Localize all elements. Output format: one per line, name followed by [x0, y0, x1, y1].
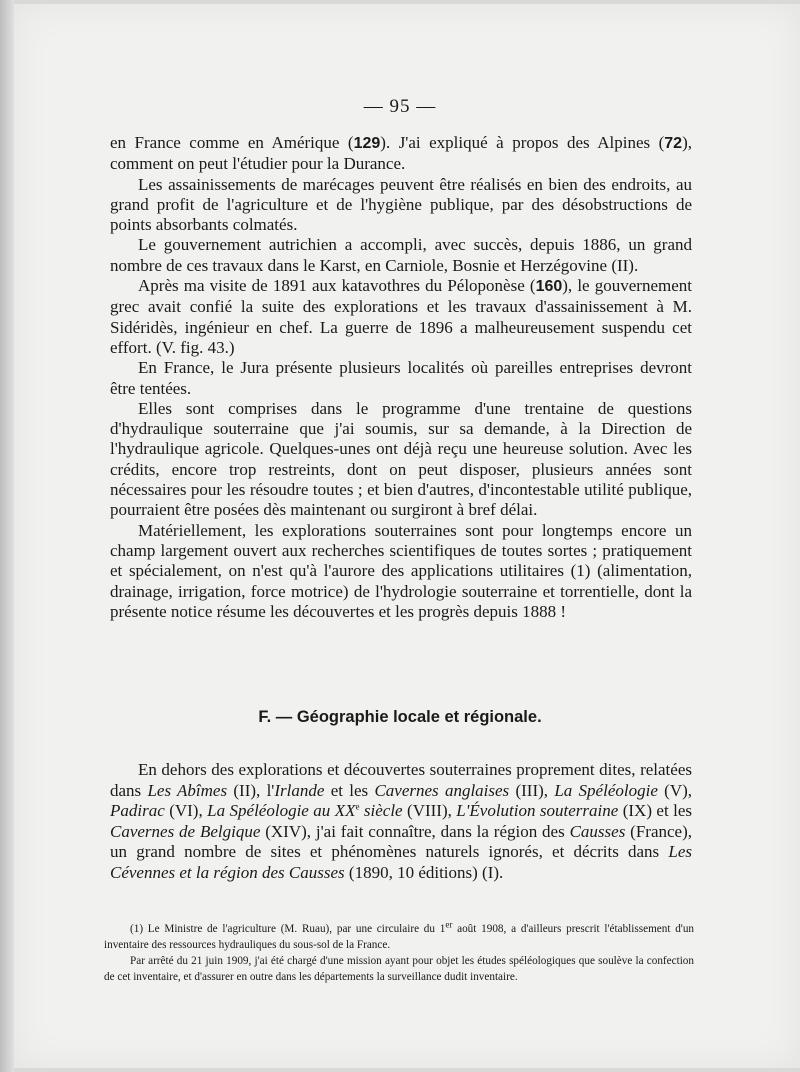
text-run: (1890, 10 éditions) (I).: [344, 862, 504, 882]
text-run: (IX) et les: [618, 801, 693, 820]
italic-text: La Spéléologie au XX: [207, 801, 356, 820]
paragraph: [110, 133, 692, 175]
text-run: (II), l': [227, 780, 275, 800]
italic-text: siècle: [359, 801, 403, 820]
text-run: (VIII),: [402, 801, 457, 820]
paragraph: [110, 399, 692, 521]
text-run: (III),: [509, 780, 555, 800]
italic-text: Les Cévennes et la région des Causses: [110, 842, 692, 882]
text-run: Les assainissements de marécages peuvent être réalisés en bien des endroits, au grand profit de l'agriculture et de l'hygiène publique, par des désobstructions de points absorbants colmatés.: [110, 174, 692, 235]
text-run: Elles sont comprises dans le programme d'une trentaine de questions d'hydraulique souterraine que j'ai soumis, sur sa demande, à la Direction de l'hydraulique agricole. Quelques-unes ont déjà reçu une heureuse solution. Avec les crédits, encore trop restreints, dont on peut disposer, plusieurs années sont nécessaires pour les résoudre toutes ; et bien d'autres, d'incontestable utilité publique, pourraient être posées dès maintenant ou surgiront à bref délai.: [110, 398, 692, 520]
footnotes: [104, 919, 695, 985]
footnote: [104, 954, 694, 985]
section-title: F. — Géographie locale et régionale.: [258, 708, 542, 726]
paragraph: [110, 358, 692, 399]
italic-text: Irlande: [274, 780, 325, 800]
paragraph: [110, 235, 692, 276]
reference-number: 160: [535, 278, 563, 296]
body-text: [110, 133, 692, 622]
text-run: Par arrêté du 21 juin 1909, j'ai été chargé d'une mission ayant pour objet les études spéléologiques que soulève la confection de cet inventaire, et d'assurer en outre dans les départements la surveillance dudit inventaire.: [104, 955, 694, 983]
text-run: En dehors des explorations et découvertes souterraines proprement dites, relatées dans: [110, 760, 692, 800]
italic-text: Padirac: [110, 801, 165, 820]
text-run: (France), un grand nombre de sites et phénomènes naturels ignorés, et décrits dans: [110, 821, 692, 861]
italic-text: Cavernes de Belgique: [110, 821, 261, 841]
paragraph: [110, 276, 692, 358]
text-run: (V),: [657, 780, 693, 800]
text-run: en France comme en Amérique (: [110, 133, 354, 152]
reference-number: 129: [353, 135, 381, 152]
italic-text: Cavernes anglaises: [374, 780, 510, 800]
text-run: ), comment on peut l'étudier pour la Durance.: [110, 133, 692, 174]
superscript: er: [445, 919, 453, 930]
page-left-edge: [0, 0, 14, 1072]
text-run: En France, le Jura présente plusieurs localités où pareilles entreprises devront être tentées.: [110, 358, 692, 398]
superscript: e: [355, 801, 360, 812]
reference-number: 72: [664, 135, 683, 152]
text-run: (VI),: [164, 801, 208, 820]
italic-text: Les Abîmes: [147, 780, 228, 800]
section-text: [110, 760, 692, 883]
text-run: Matériellement, les explorations souterraines sont pour longtemps encore un champ largement ouvert aux recherches scientifiques de toutes sortes ; pratiquement et spécialement, on n'est qu'à l'aurore des applications utilitaires (1) (alimentation, drainage, irrigation, force motrice) de l'hydrologie souterraine et torrentielle, dont la présente notice résume les découvertes et les progrès depuis 1888 !: [110, 520, 692, 621]
italic-text: La Spéléologie: [554, 780, 658, 800]
text-run: août 1908, a d'ailleurs prescrit l'établissement d'un inventaire des ressources hydrauliques du sous-sol de la France.: [104, 923, 695, 951]
text-run: (1) Le Ministre de l'agriculture (M. Ruau), par une circulaire du 1: [130, 923, 446, 935]
footnote: [104, 919, 695, 953]
section-paragraph: [110, 760, 692, 883]
italic-text: L'Évolution souterraine: [456, 801, 619, 820]
text-run: (XIV), j'ai fait connaître, dans la région des: [260, 821, 570, 841]
page-number: — 95 —: [363, 96, 437, 117]
italic-text: Causses: [569, 821, 626, 841]
text-run: Après ma visite de 1891 aux katavothres du Péloponèse (: [138, 276, 536, 296]
paragraph: [110, 175, 692, 236]
text-run: ). J'ai expliqué à propos des Alpines (: [380, 133, 665, 152]
text-run: et les: [324, 780, 375, 800]
text-run: ), le gouvernement grec avait confié la suite des explorations et les travaux d'assainissement à M. Sidéridès, ingénieur en chef. La guerre de 1896 a malheureusement suspendu cet effort. (V. fig. 43.): [110, 276, 692, 357]
text-run: Le gouvernement autrichien a accompli, avec succès, depuis 1886, un grand nombre de ces travaux dans le Karst, en Carniole, Bosnie et Herzégovine (II).: [110, 235, 692, 275]
paragraph: [110, 521, 692, 622]
